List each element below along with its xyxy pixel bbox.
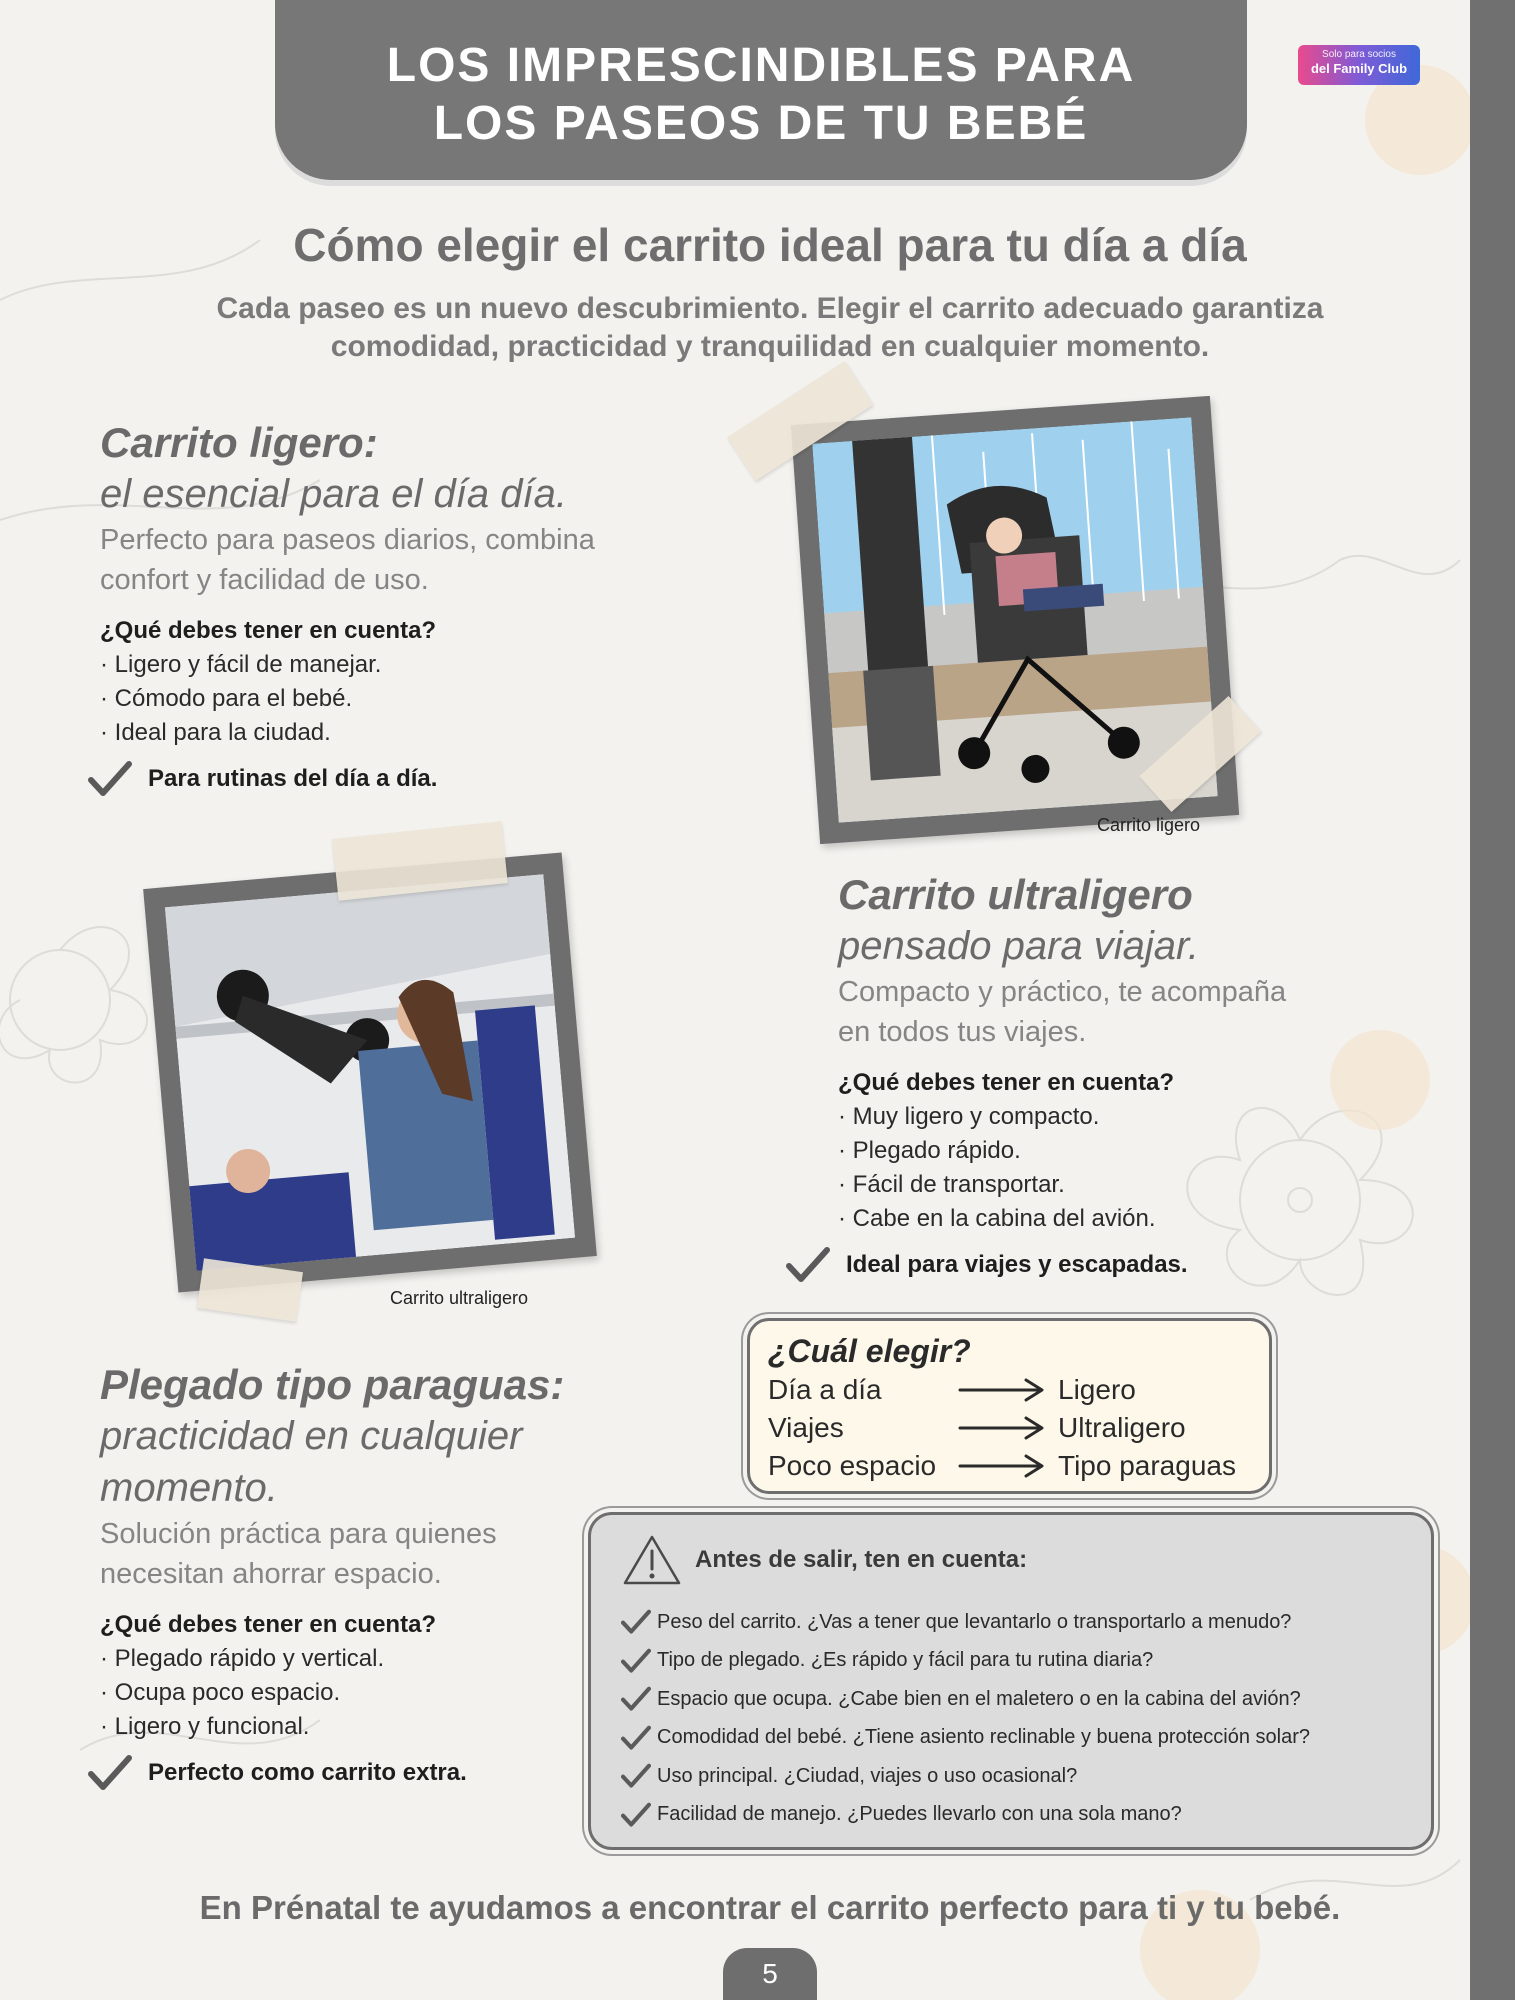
page-number: 5 (723, 1948, 817, 2000)
card-question: ¿Qué debes tener en cuenta? (100, 1611, 437, 1638)
card-check-text: Ideal para viajes y escapadas. (846, 1251, 1188, 1278)
card-subtitle: practicidad en cualquier (100, 1414, 523, 1458)
before-item (621, 1603, 1401, 1642)
card-bullet: · Plegado rápido. (838, 1137, 1021, 1164)
check-icon (621, 1686, 651, 1712)
choose-right: Ligero (1058, 1374, 1136, 1405)
before-item (621, 1796, 1401, 1835)
check-icon (621, 1763, 651, 1789)
choose-right: Tipo paraguas (1058, 1450, 1236, 1481)
before-item (621, 1642, 1401, 1681)
before-item (621, 1757, 1401, 1796)
section-heading: Cómo elegir el carrito ideal para tu día a día (293, 219, 1247, 271)
header-banner (275, 0, 1247, 180)
card-check-text: Para rutinas del día a día. (148, 765, 438, 792)
before-item (621, 1719, 1401, 1758)
card-desc-line: confort y facilidad de uso. (100, 564, 429, 596)
card-ultralight-stroller (838, 870, 1398, 1284)
card-title: Carrito ultraligero (838, 871, 1193, 918)
card-check-row (100, 1754, 620, 1792)
before-item-text: Tipo de plegado. ¿Es rápido y fácil para tu rutina diaria? (657, 1649, 1154, 1672)
choose-row (768, 1371, 1251, 1409)
check-icon (786, 1246, 830, 1284)
photo-caption: Carrito ligero (1097, 815, 1201, 835)
choose-left: Día a día (768, 1374, 882, 1405)
check-icon (621, 1609, 651, 1635)
card-question: ¿Qué debes tener en cuenta? (838, 1069, 1175, 1096)
before-item-text: Espacio que ocupa. ¿Cabe bien en el maletero o en la cabina del avión? (657, 1687, 1301, 1710)
badge-line2: del Family Club (1310, 61, 1408, 76)
card-bullet: · Plegado rápido y vertical. (100, 1645, 385, 1672)
before-item-text: Facilidad de manejo. ¿Puedes llevarlo con una sola mano? (657, 1803, 1182, 1826)
card-bullet: · Cabe en la cabina del avión. (838, 1205, 1156, 1232)
card-check-row (100, 760, 660, 798)
badge-line1: Solo para socios (1322, 49, 1396, 60)
airplane-cabin-image (165, 874, 575, 1271)
intro-line2: comodidad, practicidad y tranquilidad en cualquier momento. (330, 330, 1210, 363)
before-item-text: Uso principal. ¿Ciudad, viajes o uso ocasional? (657, 1764, 1078, 1787)
card-desc-line: Perfecto para paseos diarios, combina (100, 524, 595, 556)
card-subtitle: pensado para viajar. (838, 924, 1199, 968)
card-umbrella-stroller (100, 1360, 620, 1792)
choose-row (768, 1447, 1251, 1485)
choose-left: Viajes (768, 1412, 844, 1443)
card-desc-line: Solución práctica para quienes (100, 1518, 497, 1550)
before-title: Antes de salir, ten en cuenta: (695, 1546, 1028, 1573)
section-intro (120, 290, 1420, 366)
card-bullet: · Muy ligero y compacto. (838, 1103, 1100, 1130)
check-icon (88, 1754, 132, 1792)
header-title-line2: LOS PASEOS DE TU BEBÉ (433, 97, 1089, 150)
photo-caption: Carrito ultraligero (390, 1288, 529, 1308)
card-bullet: · Ideal para la ciudad. (100, 719, 331, 746)
warning-icon (621, 1533, 683, 1587)
card-bullet: · Ligero y funcional. (100, 1713, 310, 1740)
card-bullet: · Ligero y fácil de manejar. (100, 651, 382, 678)
card-subtitle: el esencial para el día día. (100, 472, 567, 516)
choose-left: Poco espacio (768, 1450, 937, 1481)
card-light-stroller (100, 418, 660, 798)
card-title: Carrito ligero: (100, 419, 378, 466)
card-desc-line: necesitan ahorrar espacio. (100, 1558, 442, 1590)
intro-line1: Cada paseo es un nuevo descubrimiento. Elegir el carrito adecuado garantiza (216, 292, 1324, 325)
before-item-text: Peso del carrito. ¿Vas a tener que levantarlo o transportarlo a menudo? (657, 1610, 1292, 1633)
before-leaving-box (588, 1512, 1434, 1850)
before-item (621, 1680, 1401, 1719)
before-header (621, 1533, 1401, 1587)
check-icon (621, 1648, 651, 1674)
header-title-line1: LOS IMPRESCINDIBLES PARA (386, 39, 1136, 92)
card-check-row (798, 1246, 1398, 1284)
card-desc-line: en todos tus viajes. (838, 1016, 1087, 1048)
arrow-right-icon (958, 1415, 1048, 1441)
choose-row (768, 1409, 1251, 1447)
card-check-text: Perfecto como carrito extra. (148, 1759, 467, 1786)
footer-tagline: En Prénatal te ayudamos a encontrar el carrito perfecto para ti y tu bebé. (199, 1889, 1341, 1926)
card-question: ¿Qué debes tener en cuenta? (100, 617, 437, 644)
which-to-choose-box (747, 1318, 1272, 1494)
arrow-right-icon (958, 1377, 1048, 1403)
card-subtitle: momento. (100, 1466, 278, 1510)
arrow-right-icon (958, 1453, 1048, 1479)
before-item-text: Comodidad del bebé. ¿Tiene asiento reclinable y buena protección solar? (657, 1726, 1310, 1749)
card-desc-line: Compacto y práctico, te acompaña (838, 976, 1287, 1008)
family-club-badge (1298, 45, 1420, 85)
check-icon (621, 1802, 651, 1828)
photo-ultralight-stroller (143, 852, 597, 1292)
card-bullet: · Ocupa poco espacio. (100, 1679, 341, 1706)
check-icon (621, 1725, 651, 1751)
choose-title: ¿Cuál elegir? (768, 1333, 971, 1369)
card-title: Plegado tipo paraguas: (100, 1361, 565, 1408)
choose-right: Ultraligero (1058, 1412, 1186, 1443)
right-edge-stripe (1470, 0, 1515, 2000)
card-bullet: · Fácil de transportar. (838, 1171, 1065, 1198)
check-icon (88, 760, 132, 798)
card-bullet: · Cómodo para el bebé. (100, 685, 353, 712)
